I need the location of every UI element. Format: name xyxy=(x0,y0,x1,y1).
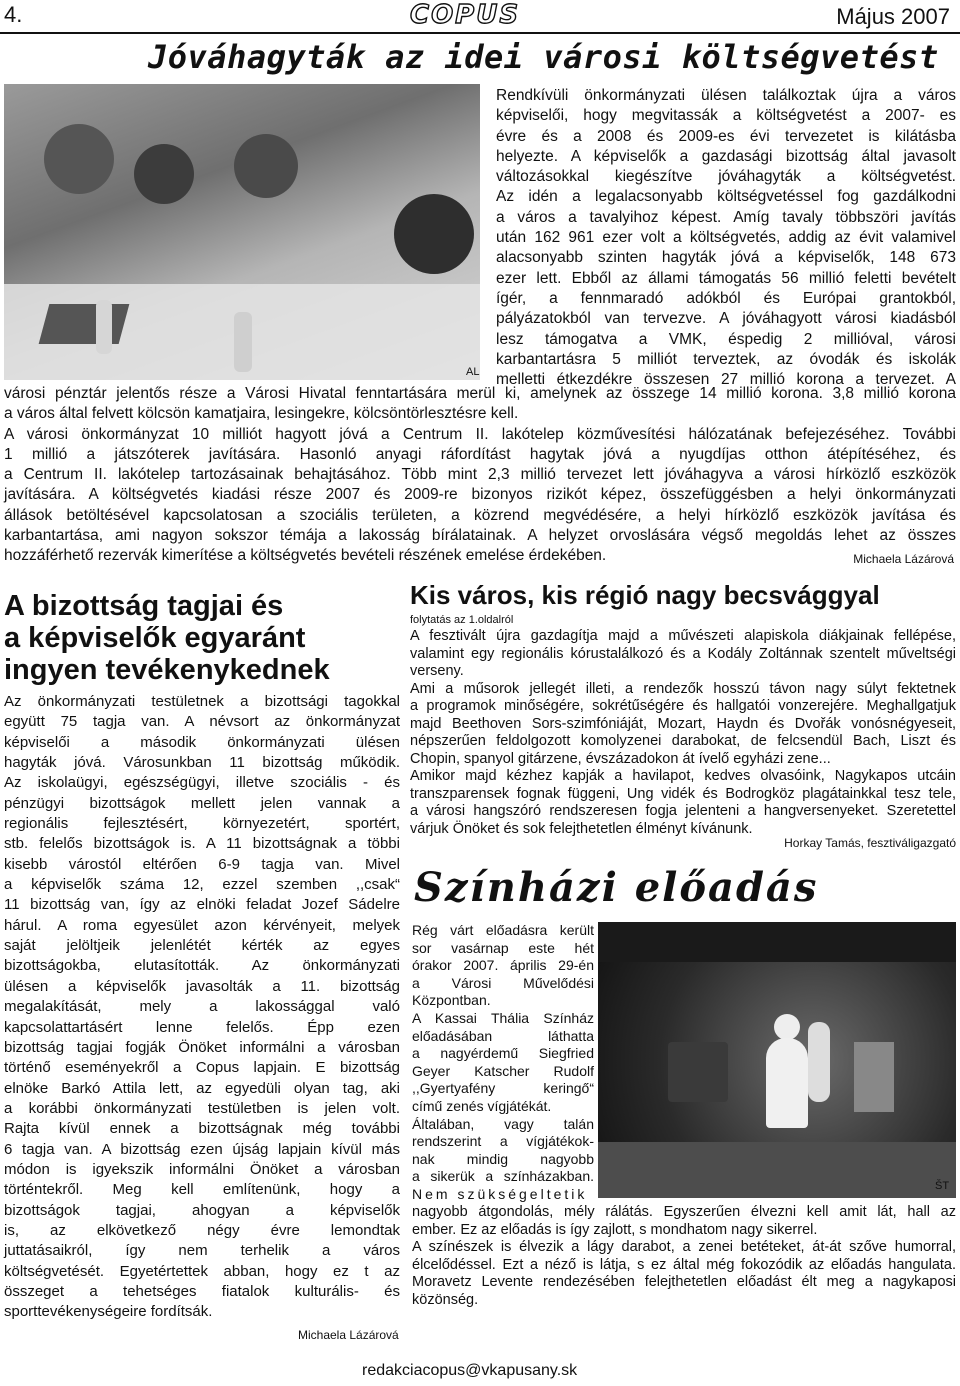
kis-varos-author: Horkay Tamás, fesztiváligazgató xyxy=(784,836,956,850)
page-number: 4. xyxy=(4,2,23,27)
main-article-title: Jóváhagyták az idei városi költségvetést xyxy=(148,38,939,76)
kis-varos-continuation: folytatás az 1.oldalról xyxy=(410,614,514,626)
main-article-column-text: Rendkívüli önkormányzati ülésen találkoztak újra a város képviselői, hogy megvitassák a költségvetést a 2007- es évre és a 2008 és 2009-es évi tervezetet is kilátásba helyezte. A képviselők a gazdasági bizottság által javasolt változásokkal kiegészítve jóváhagyták a költségvetést. Az idén a legalacsonyabb költségvetéssel fog gazdálkodni a város a tavalyihoz képest. Amíg tavaly többszöri javítás után 162 961 ezer volt a költségvetés, addig az évit valamivel alacsonyabb szinten hagyták jóvá a képviselők, 148 673 ezer lett. Ebből az állami támogatás 56 millió feletti bevételt ígér, a fennmaradó adókból és Európai grantokból, pályázatokból van tervezve. A jóváhagyott városi kiadásból lesz támogatva a VMK, éspedig 2 millióval, városi karbantartásra 5 milliót terveztek, az óvodák és iskolák melletti étkezdékre összesen 27 millió korona a tervezet. A xyxy=(496,87,956,389)
kis-varos-title: Kis város, kis régió nagy becsvággyal xyxy=(410,580,880,610)
header-rule xyxy=(0,32,960,34)
copus-logo: COPUS xyxy=(410,0,521,30)
main-photo-credit: AL xyxy=(466,366,480,378)
szinhaz-narrow-body: Rég várt előadásra került sor vasárnap este hét órakor 2007. április 29-én a Városi Művelődési Központban. A Kassai Thália Színház előadásában láthatta a nagyérdemű Siegfried Geyer Katscher Rudolf ,,Gyertyafény keringő“ című zenés vígjátékát. Általában, vagy talán rendszerint a vígjátékok- nak mindig nagyobb a sikerük a színházakban. Nem szükségeltetik xyxy=(412,922,594,1202)
theatre-stage-photo xyxy=(598,922,956,1198)
main-article-author: Michaela Lázárová xyxy=(853,552,954,566)
szinhaz-title: Színházi előadás xyxy=(414,864,819,911)
council-meeting-photo xyxy=(4,84,480,380)
issue-date: Május 2007 xyxy=(836,4,950,29)
szinhaz-wide-body: nagyobb átgondolás, mély rálátás. Egyszerűen élvezni kell amit lát, hall az ember. Ez az előadás is így zajlott, s mondhatom nagy sikerrel. A színészek is élvezik a lágy darabot, a zenei betéteket, át-át szőve humorral, élcelődéssel. Ezt a néző is látja, s ez által még fokozódik az előadás hangulata. Moravetz Levente rendezésében felejthetetlen előadást élt meg a nagykaposi közönség. xyxy=(412,1204,956,1308)
bizottsag-body: Az önkormányzati testületnek a bizottsági tagokkal együtt 75 tagja van. A névsort az önkormányzat képviselői a második önkormányzati ülésen hagyták jóvá. Városunkban 11 bizottság működik. Az iskolaügyi, egészségügyi, illetve szociális - és pénzügyi bizottságok mellett jelen vannak a regionális fejlesztésért, környezetért, sportért, stb. felelős bizottságok is. A 11 bizottságnak a többi kisebb várostól eltérően 6-9 tagja van. Mivel a képviselők száma 12, ezzel szemben ,,csak“ 11 bizottság van, így az elnöki feladat Jozef Sádelre hárul. A roma egyesület azon kérvényeit, melyek saját jelöltjeik jelenlétét kérték az egyes bizottságokba, elutasították. Az önkormányzati ülésen a képviselők javasolták a 11. bizottság megalakítását, mely a lakossággal való kapcsolattartásért lenne felelős. Épp ezen bizottság tagjai fogják Önöket informálni a városban történő eseményekről a Copus lapjain. E bizottság elnöke Barkó Attila lett, az egyedüli olyan tag, aki a korábbi önkormányzati testületben is jelen volt. Rajta kívül ennek a bizottságnak még további 6 tagja van. A bizottság ezen újság lapjain kívül más módon is igyekszik informálni Önöket a városban történtekről. Meg kell említenünk, hogy a bizottságok tagjai, ahogyan a képviselők is, az elkövetkező négy évre lemondtak juttatásaikról, így nem terhelik a város költségvetését. Egyetértettek abban, hogy ez t az összeget a tehetséges fiatalok kulturális- és sporttevékenységeire fordítsák. xyxy=(4,693,400,1321)
bizottsag-author: Michaela Lázárová xyxy=(298,1328,399,1342)
kis-varos-body: A fesztivált újra gazdagítja majd a művészeti alapiskola diákjainak fellépése, valamint egy regionális kórustalálkozó és a Kodály Zoltánnak szentelt műveltségi verseny. Ami a műsorok jellegét illeti, a rendezők hosszú távon nagy súlyt fektetnek a programok minőségére, sokrétűségére és hallgatói vonzerejére. Meghallgatjuk majd Beethoven Sors-szimfóniáját, Mozart, Haydn és Dvořák vonósnégyeseit, népszerűen feldolgozott komolyzenei darabokat, de felcsendül Bach, Liszt és Chopin, spanyol gitárzene, évszázadokon át ívelő egyházi zene... Amikor majd kézhez kapják a havilapot, kedves olvasóink, Nagykapos utcáin transzparensek fognak függeni, Ung vidék és Bodrogköz plagátainkkal tesz tele, a városi hangszóró rendszeresen fogja jelenteni a hangversenyeket. Szeretettel várjuk Önöket és sok felejthetetlen élményt kívánunk. xyxy=(410,628,956,837)
main-article-full-text: városi pénztár jelentős része a Városi Hivatal fenntartására merül ki, amelynek az összege 14 millió korona. 3,8 millió korona a város által felvett kölcsön kamatjaira, lesingekre, kölcsöntörlesztésre kell. A városi önkormányzat 10 milliót hagyott jóvá a Centrum II. lakótelep közművesítési hálózatának befejezéséhez. További 1 millió a játszóterek javítására. Hasonló anyagi ráfordítást hagytak jóvá a nyugdíjas otthon átépítéséhez, és a Centrum II. lakótelep tartozásainak behajtásához. Több mint 2,3 millió tervezet lett jóváhagyva a városi hírközlő eszközök javítására. A költségvetés kiadási része 2007 és 2009-re bizonyos rizikót képez, összefüggésben a helyi önkormányzati állások betöltésével kapcsolatosan a szociális területen, a közrend megvédésére, a helyi hírközlő eszközök javítása és karbantartása, ami nagyon sokszor témája a lakosság bírálatainak. A helyzet orvoslására végső megoldás lehet az összes hozzáférhető rezervák kimerítése a költségvetés bevételi részének emelése érdekében. xyxy=(4,385,956,565)
theatre-photo-credit: ŠT xyxy=(935,1180,950,1192)
bizottsag-title: A bizottság tagjai és a képviselők egyaránt ingyen tevékenykednek xyxy=(4,590,330,686)
footer-email[interactable]: redakciacopus@vkapusany.sk xyxy=(362,1362,578,1379)
